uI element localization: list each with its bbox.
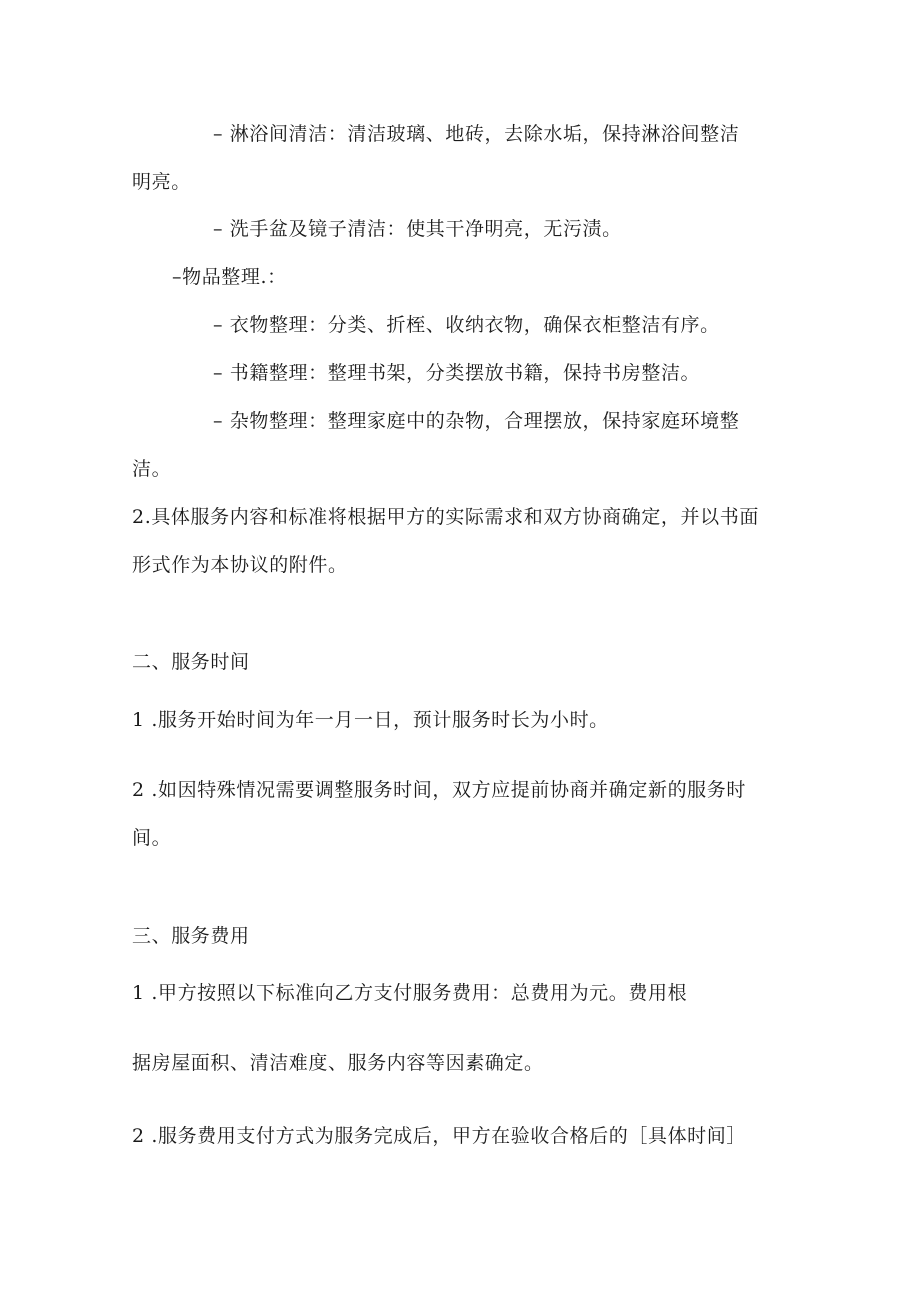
clause-2-1: 1 .服务开始时间为年一月一日，预计服务时长为小时。	[132, 709, 609, 731]
books-organizing-item: – 书籍整理：整理书架，分类摆放书籍，保持书房整洁。	[213, 362, 701, 384]
clause-3-1-continued: 据房屋面积、清洁难度、服务内容等因素确定。	[132, 1052, 544, 1074]
clause-1-2: 2.具体服务内容和标准将根据甲方的实际需求和双方协商确定，并以书面	[132, 506, 759, 528]
item-organizing-heading: –物品整理.：	[172, 266, 287, 288]
sink-mirror-cleaning-item: – 洗手盆及镜子清洁：使其干净明亮，无污渍。	[213, 218, 622, 240]
clothes-organizing-item: – 衣物整理：分类、折桎、收纳衣物，确保衣柜整洁有序。	[213, 314, 720, 336]
clause-2-2-continued: 间。	[132, 827, 172, 849]
clause-2-2: 2 .如因特殊情况需要调整服务时间，双方应提前协商并确定新的服务时	[132, 779, 746, 801]
clause-3-1: 1 .甲方按照以下标准向乙方支付服务费用：总费用为元。费用根	[132, 982, 688, 1004]
clause-1-2-continued: 形式作为本协议的附件。	[132, 554, 348, 576]
clause-3-2: 2 .服务费用支付方式为服务完成后，甲方在验收合格后的［具体时间］	[132, 1125, 746, 1147]
sundries-organizing-item: – 杂物整理：整理家庭中的杂物，合理摆放，保持家庭环境整	[213, 410, 740, 432]
shower-cleaning-item-continued: 明亮。	[132, 171, 191, 193]
shower-cleaning-item: – 淋浴间清洁：清洁玻璃、地砖，去除水垢，保持淋浴间整洁	[213, 123, 740, 145]
section-heading-service-time: 二、服务时间	[132, 651, 250, 673]
sundries-organizing-item-continued: 洁。	[132, 458, 172, 480]
section-heading-service-fee: 三、服务费用	[132, 925, 250, 947]
